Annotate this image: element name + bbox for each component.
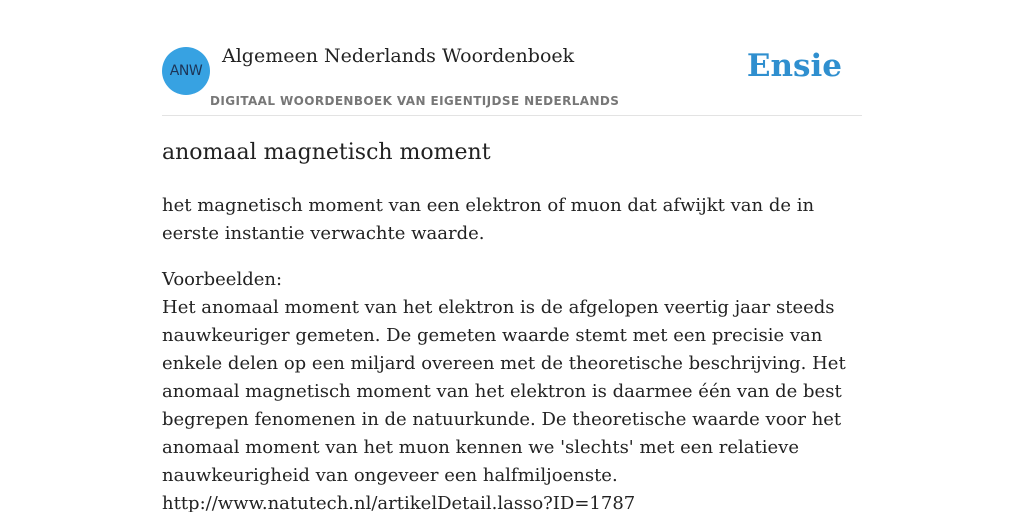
example-text: Het anomaal moment van het elektron is de afgelopen veertig jaar steeds nauwkeuriger gemeten. De gemeten waarde stemt met een precisie van enkele delen op een miljard overeen met de theoretische beschrijving. Het anomaal magnetisch moment van het elektron is daarmee één van de best begrepen fenomenen in de natuurkunde. De theoretische waarde voor het anomaal moment van het muon kennen we 'slechts' met een relatieve nauwkeurigheid van ongeveer een halfmiljoenste. — [162, 297, 846, 486]
examples-label: Voorbeelden: — [162, 269, 283, 290]
entry-definition: het magnetisch moment van een elektron of muon dat afwijkt van de in eerste instantie verwachte waarde. — [162, 195, 815, 244]
entry-term: anomaal magnetisch moment — [162, 140, 491, 165]
ensie-logo[interactable]: Ensie — [746, 48, 842, 84]
dictionary-subtitle: DIGITAAL WOORDENBOEK VAN EIGENTIJDSE NEDERLANDS — [210, 94, 620, 108]
dictionary-header — [162, 0, 862, 116]
source-link[interactable]: http://www.natutech.nl/artikelDetail.lasso?ID=1787 — [162, 493, 636, 512]
examples-section — [162, 266, 862, 512]
dictionary-title[interactable]: Algemeen Nederlands Woordenboek — [222, 45, 575, 67]
content-container — [162, 0, 862, 512]
anw-logo[interactable]: ANW — [162, 47, 210, 95]
